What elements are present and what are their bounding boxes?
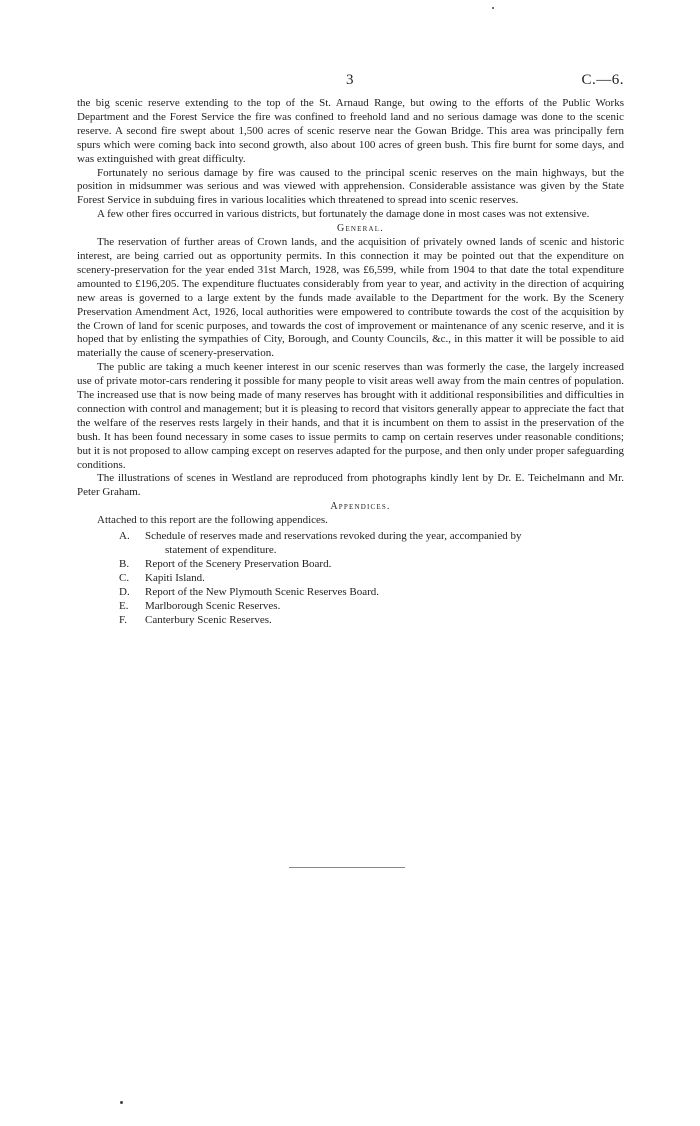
appendix-title: Report of the Scenery Preservation Board. <box>145 557 332 570</box>
appendix-title: Kapiti Island. <box>145 571 205 584</box>
appendix-title-continuation: statement of expenditure. <box>165 544 277 556</box>
paragraph-other-fires: A few other fires occurred in various districts, but fortunately the damage done in most cases was not extensive. <box>97 208 590 221</box>
paragraph-fire-continued: the big scenic reserve extending to the top of the St. Arnaud Range, but owing to the efforts of the Public Works Department and the Forest Service the fire was confined to freehold land and no serious damage was done to the scenic reserve. A second fire swept about 1,500 acres of scenic reserve near the Gowan Bridge. This area was principally fern spurs which were coming back into second growth, also about 100 acres of green bush. This fire burnt for some days, and was extinguished with great difficulty. <box>77 97 624 165</box>
section-heading-appendices: Appendices. <box>330 501 391 513</box>
scan-speck <box>120 1101 123 1104</box>
appendix-letter: B. <box>119 557 130 570</box>
end-rule-divider <box>289 867 405 868</box>
appendix-item-a <box>77 530 624 558</box>
page-header <box>0 72 700 92</box>
appendix-item-c <box>77 572 624 586</box>
appendix-letter: E. <box>119 599 129 612</box>
paragraph-reservation: The reservation of further areas of Crown lands, and the acquisition of privately owned lands of scenic and historic interest, are being carried out as opportunity permits. In this connection it may be pointed out that the expenditure on scenery-preservation for the year ended 31st March, 1928, was £6,599, while from 1904 to that date the total expenditure amounted to £196,205. The expenditure fluctuates considerably from year to year, and activity in the direction of acquiring new areas is governed to a large extent by the funds made available to the Department for the work. By the Scenery Preservation Amendment Act, 1926, local authorities were empowered to contribute towards the cost of the acquisition by the Crown of land for scenic purposes, and towards the cost of improvement or maintenance of any scenic reserve, and it is hoped that by enlisting the sympathies of City, Borough, and County Councils, &c., in this matter it will be possible to aid materially the cause of scenery-preservation. <box>77 236 624 360</box>
appendix-text <box>145 530 624 558</box>
appendix-title: Canterbury Scenic Reserves. <box>145 613 272 626</box>
appendix-title: Marlborough Scenic Reserves. <box>145 599 281 612</box>
appendix-list <box>77 530 624 627</box>
page-number: 3 <box>346 72 354 88</box>
paragraph-public-interest: The public are taking a much keener interest in our scenic reserves than was formerly the case, the largely increased use of private motor-cars rendering it possible for many people to visit areas well away from the main centres of population. The increased use that is now being made of many reserves has brought with it additional responsibilities and difficulties in connection with control and management; but it is pleasing to record that visitors generally appear to appreciate the fact that the welfare of the reserves rests largely in their hands, and that it is incumbent on them to assist in the preservation of the bush. It has been found necessary in some cases to issue permits to camp on certain reserves under reasonable conditions; but it is not proposed to allow camping except on reserves adapted for the purpose, and then only under proper safeguarding conditions. <box>77 361 624 471</box>
appendix-letter: A. <box>119 530 130 543</box>
appendix-letter: D. <box>119 585 130 598</box>
section-heading-general: General. <box>337 223 384 235</box>
appendices-intro: Attached to this report are the following appendices. <box>97 514 328 527</box>
appendix-letter: F. <box>119 613 127 626</box>
appendix-item-e <box>77 600 624 614</box>
document-code: C.—6. <box>581 72 624 88</box>
page-body <box>77 97 624 627</box>
appendix-item-d <box>77 586 624 600</box>
paragraph-fire-highways: Fortunately no serious damage by fire was caused to the principal scenic reserves on the main highways, but the position in midsummer was serious and was viewed with apprehension. Considerable assistance was given by the State Forest Service in subduing fires in various localities which threatened to spread into scenic reserves. <box>77 166 624 207</box>
appendix-item-f <box>77 614 624 628</box>
appendix-letter: C. <box>119 571 130 584</box>
scan-speck <box>492 7 494 9</box>
appendix-title: Report of the New Plymouth Scenic Reserves Board. <box>145 585 380 598</box>
appendix-title: Schedule of reserves made and reservations revoked during the year, accompanied by <box>145 530 522 543</box>
appendix-item-b <box>77 558 624 572</box>
paragraph-illustrations: The illustrations of scenes in Westland are reproduced from photographs kindly lent by Dr. E. Teichelmann and Mr. Peter Graham. <box>77 472 624 499</box>
